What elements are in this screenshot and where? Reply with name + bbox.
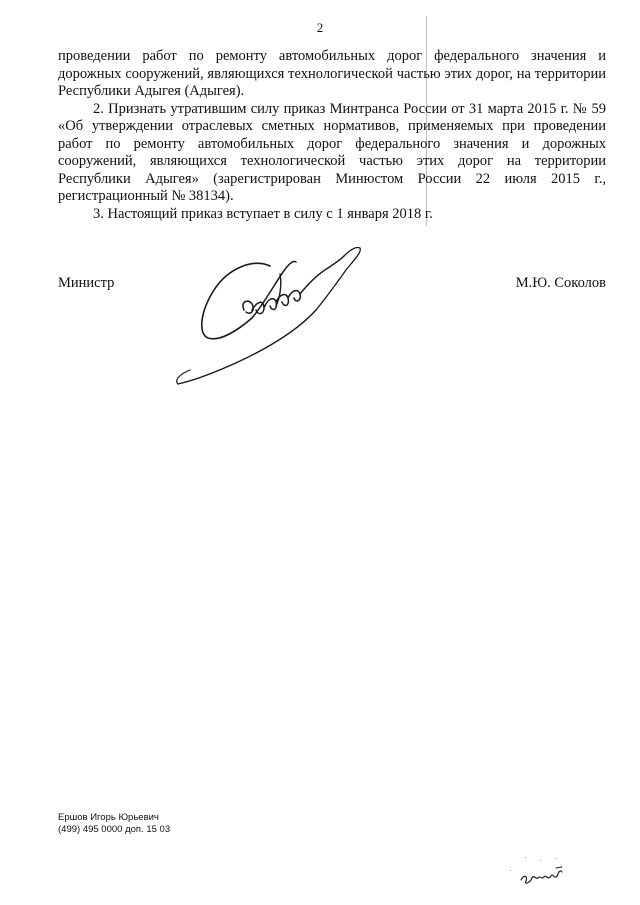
- signatory-role: Министр: [58, 275, 115, 291]
- paragraph-item-3: 3. Настоящий приказ вступает в силу с 1 января 2018 г.: [93, 205, 433, 222]
- scan-speck: [556, 858, 557, 859]
- executor-phone: (499) 495 0000 доп. 15 03: [58, 824, 171, 835]
- scan-speck: [540, 860, 541, 861]
- executor-name: Ершов Игорь Юрьевич: [58, 812, 159, 823]
- page-number: 2: [316, 20, 324, 35]
- scan-speck: [510, 870, 511, 871]
- paragraph-item-2: 2. Признать утратившим силу приказ Минтранса России от 31 марта 2015 г. № 59 «Об утверждении отраслевых сметных нормативов, применяемых при проведении работ по ремонту автомобильных дорог федерального значения и дорожных сооружений, являющихся технологической частью этих дорог на территории Республики Адыгея» (зарегистрирован Минюстом России 22 июля 2015 г., регистрационный № 38134).: [58, 100, 606, 204]
- paragraph-continuation: проведении работ по ремонту автомобильных дорог федерального значения и дорожных сооружений, являющихся технологической частью этих дорог, на территории Республики Адыгея (Адыгея).: [58, 48, 606, 99]
- handwritten-signature: [168, 238, 373, 388]
- scan-speck: [525, 857, 526, 858]
- handwritten-initials: [518, 864, 564, 888]
- order-body: [58, 48, 606, 223]
- executor-info: [58, 812, 170, 836]
- scan-speck: [546, 877, 547, 878]
- signatory-name: М.Ю. Соколов: [515, 275, 606, 291]
